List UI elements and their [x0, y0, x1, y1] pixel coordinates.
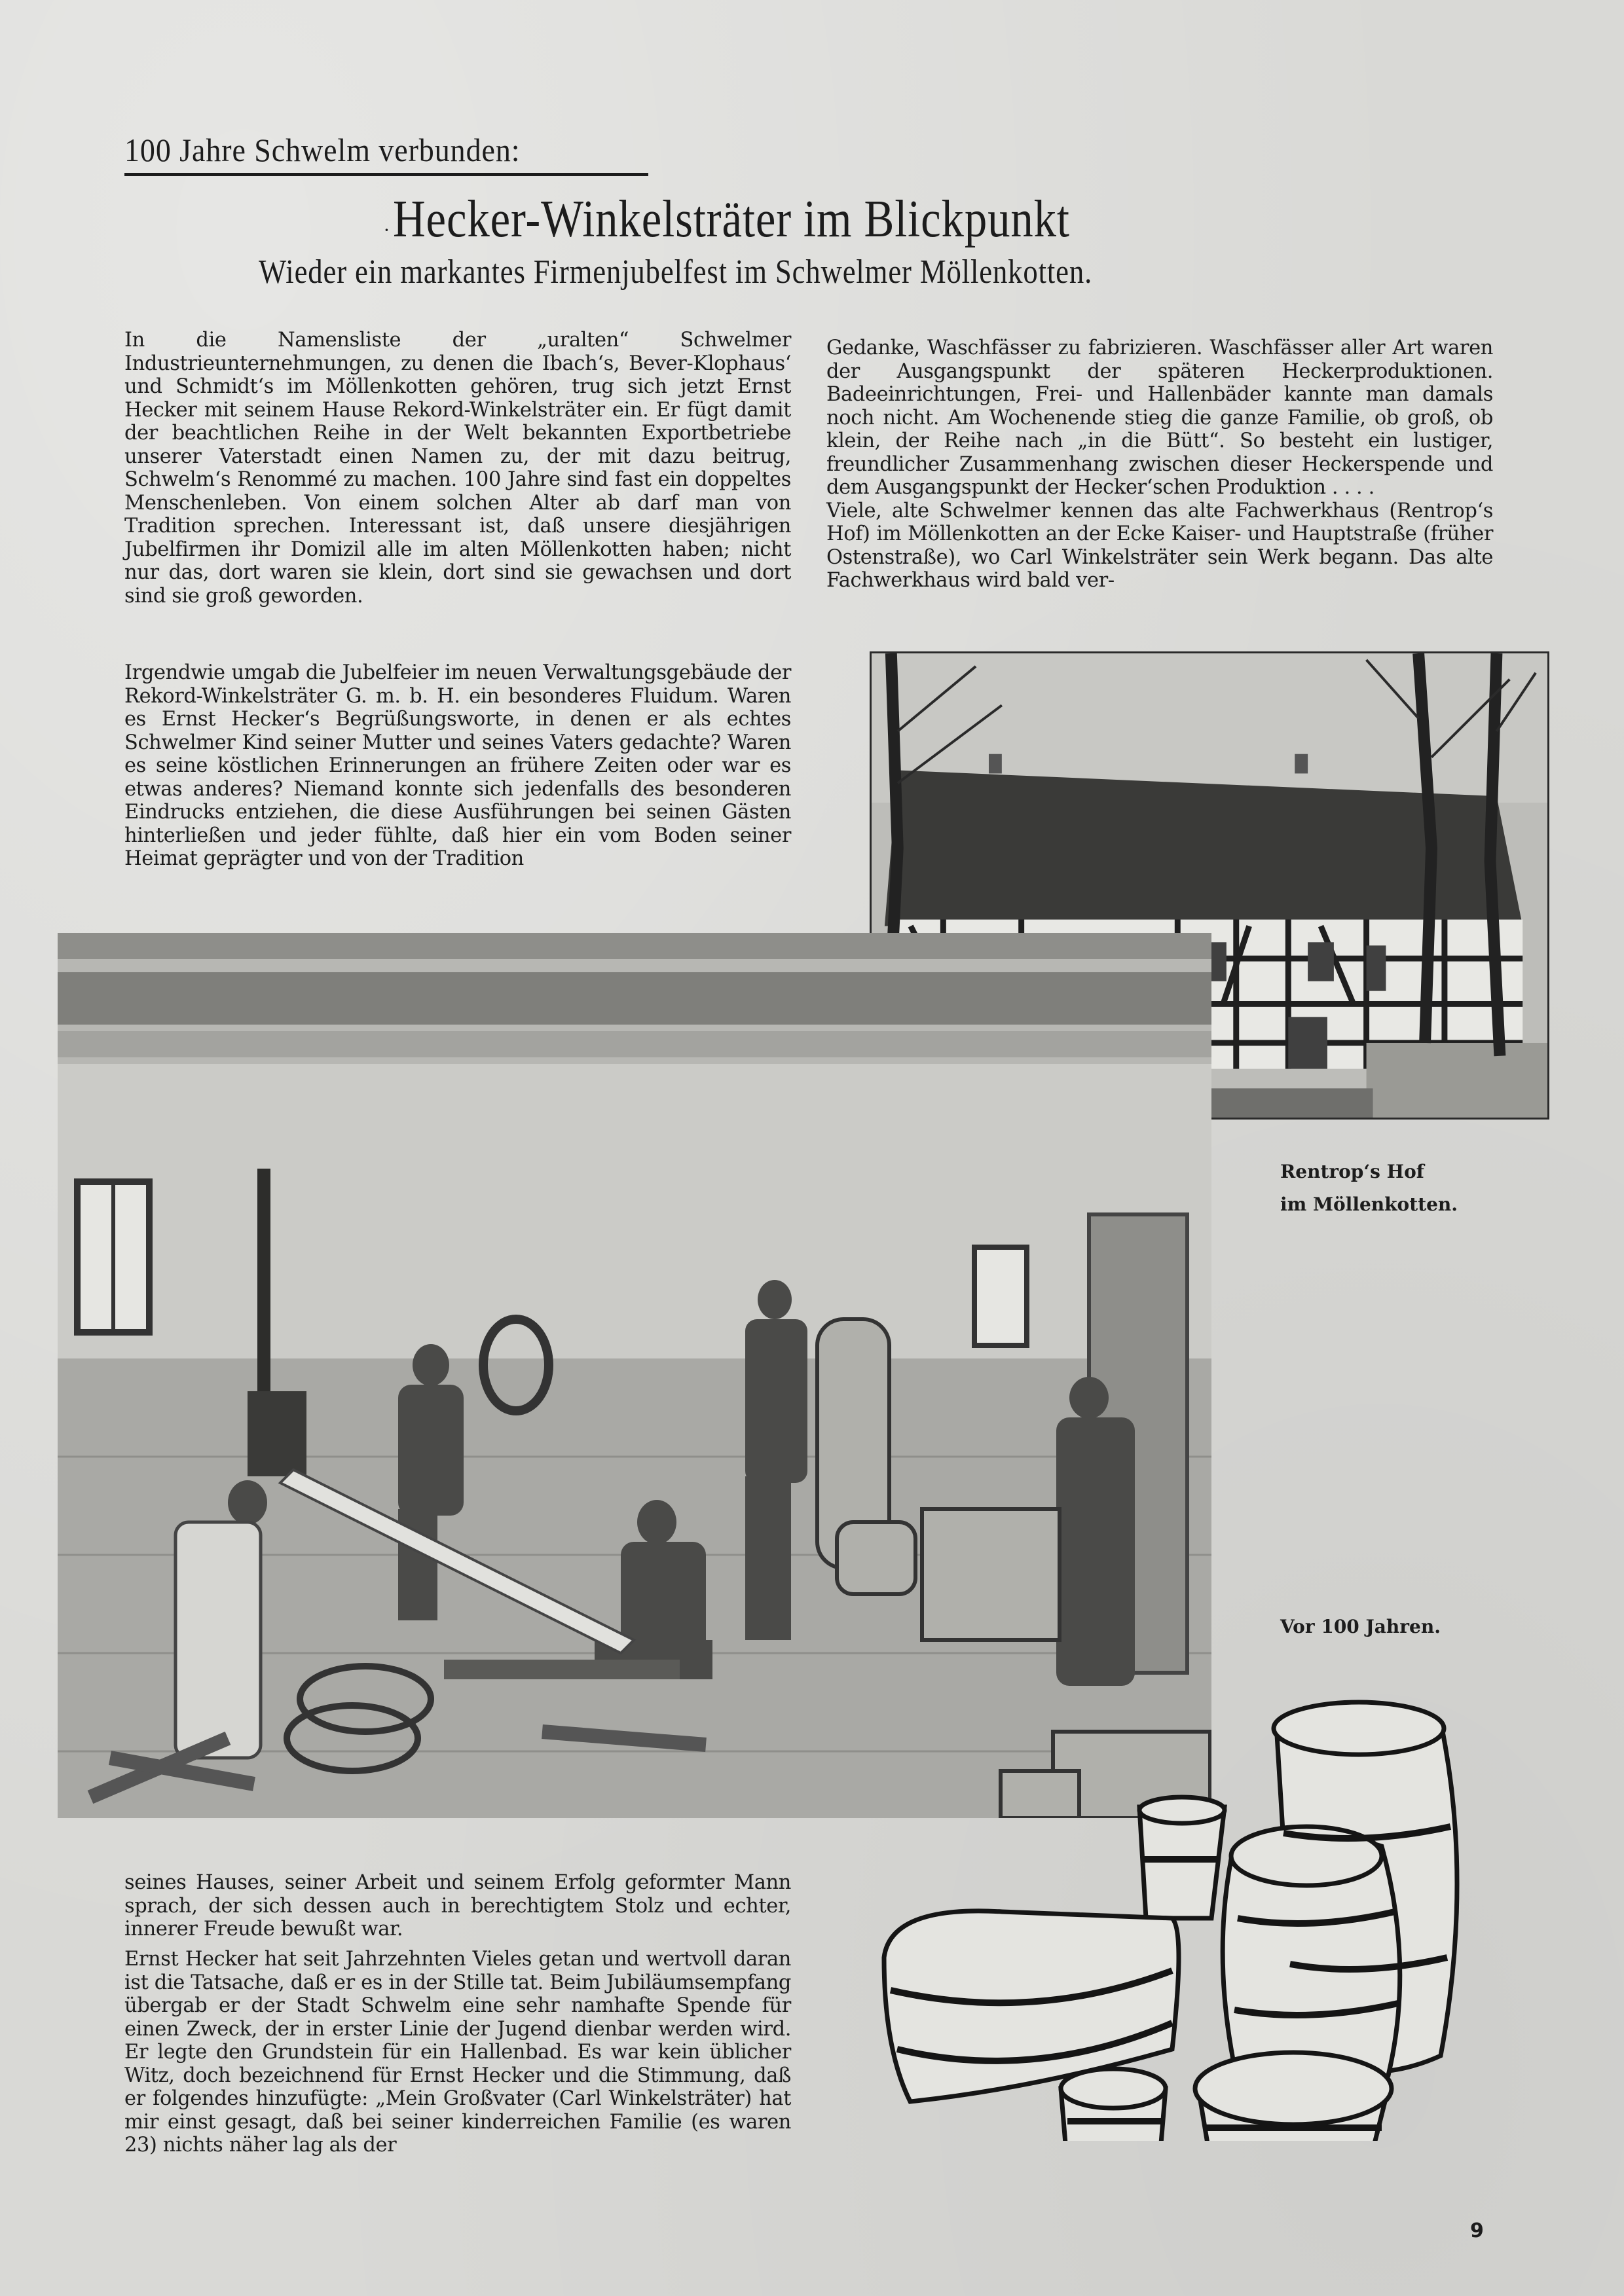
article-paragraph: Gedanke, Waschfässer zu fabrizieren. Waschfässer aller Art waren der Ausgangspunkt der späteren Heckerproduktionen. Badeeinrichtungen, Frei- und Hallenbäder kannte man damals noch nicht. Am Wochenende stieg die ganze Familie, ob groß, ob klein, der Reihe nach „in die Bütt“. So besteht ein lustiger, freundlicher Zusammenhang zwischen dieser Heckerspende und dem Ausgangspunkt der Hecker‘schen Produktion . . . .: [826, 337, 1493, 499]
page-number: 9: [1470, 2219, 1484, 2242]
article-paragraph: In die Namensliste der „uralten“ Schwelmer Industrieunternehmungen, zu denen die Ibach‘s, Bever-Klophaus‘ und Schmidt‘s im Möllenkotten gehören, trug sich jetzt Ernst Hecker mit seinem Hause Rekord-Winkelsträter ein. Er fügt damit der beachtlichen Reihe in der Welt bekannten Exportbetriebe unserer Vaterstadt einen Namen zu, der mit dazu beitrug, Schwelm‘s Renommé zu machen. 100 Jahre sind fast ein doppeltes Menschenleben. Von einem solchen Alter ab darf man von Tradition sprechen. Interessant ist, daß unsere diesjährigen Jubelfirmen ihr Domizil alle im alten Möllenkotten haben; nicht nur das, dort waren sie klein, dort sind sie gewachsen und dort sind sie groß geworden.: [124, 329, 791, 608]
workshop-caption: Vor 100 Jahren.: [1280, 1616, 1441, 1637]
subheadline: Wieder ein markantes Firmenjubelfest im Schwelmer Möllenkotten.: [259, 253, 1093, 291]
article-paragraph: Irgendwie umgab die Jubelfeier im neuen Verwaltungsgebäude der Rekord-Winkelsträter G. m. b. H. ein besonderes Fluidum. Waren es Ernst Hecker‘s Begrüßungsworte, in denen er als echtes Schwelmer Kind seiner Mutter und seines Vaters gedachte? Waren es seine köstlichen Erinnerungen an frühere Zeiten oder war es etwas anderes? Niemand konnte sich jedenfalls des besonderen Eindrucks entziehen, die diese Ausführungen bei seinen Gästen hinterließen und jeder fühlte, daß hier ein vom Boden seiner Heimat geprägter und von der Tradition: [124, 661, 791, 870]
article-column-left-top: [124, 329, 791, 608]
house-caption-line-1: Rentrop‘s Hof: [1280, 1161, 1424, 1182]
headline-bullet: ·: [384, 219, 390, 241]
house-photo-caption: [1280, 1156, 1458, 1221]
kicker-underline: [124, 173, 648, 176]
article-column-left-bottom-2: [124, 1948, 791, 2157]
article-paragraph: Viele, alte Schwelmer kennen das alte Fachwerkhaus (Rentrop‘s Hof) im Möllenkotten an der Ecke Kaiser- und Hauptstraße (früher Ostenstraße), wo Carl Winkelsträter sein Werk begann. Das alte Fachwerkhaus wird bald ver-: [826, 499, 1493, 592]
article-paragraph: seines Hauses, seiner Arbeit und seinem Erfolg geformter Mann sprach, der sich dessen auch in berechtigtem Stolz und echter, innerer Freude bewußt war.: [124, 1871, 791, 1941]
article-column-left-middle: [124, 661, 791, 871]
article-column-left-bottom: [124, 1871, 791, 1941]
house-caption-line-2: im Möllenkotten.: [1280, 1194, 1458, 1215]
kicker: 100 Jahre Schwelm verbunden:: [124, 132, 521, 168]
wooden-barrels-image: [871, 1683, 1480, 2141]
article-column-right-top: [826, 337, 1493, 592]
headline: Hecker-Winkelsträter im Blickpunkt: [393, 191, 1070, 248]
article-paragraph: Ernst Hecker hat seit Jahrzehnten Vieles getan und wertvoll daran ist die Tatsache, daß er es in der Stille tat. Beim Jubiläumsempfang übergab er der Stadt Schwelm eine sehr namhafte Spende für einen Zweck, der in erster Linie der Jugend dienbar werden wird. Er legte den Grundstein für ein Hallenbad. Es war kein üblicher Witz, doch bezeichnend für Ernst Hecker und die Stimmung, daß er folgendes hinzufügte: „Mein Großvater (Carl Winkelsträter) hat mir einst gesagt, daß bei seiner kinderreichen Familie (es waren 23) nichts näher lag als der: [124, 1948, 791, 2157]
barrels-and-tubs-drawing: [871, 1683, 1480, 2141]
